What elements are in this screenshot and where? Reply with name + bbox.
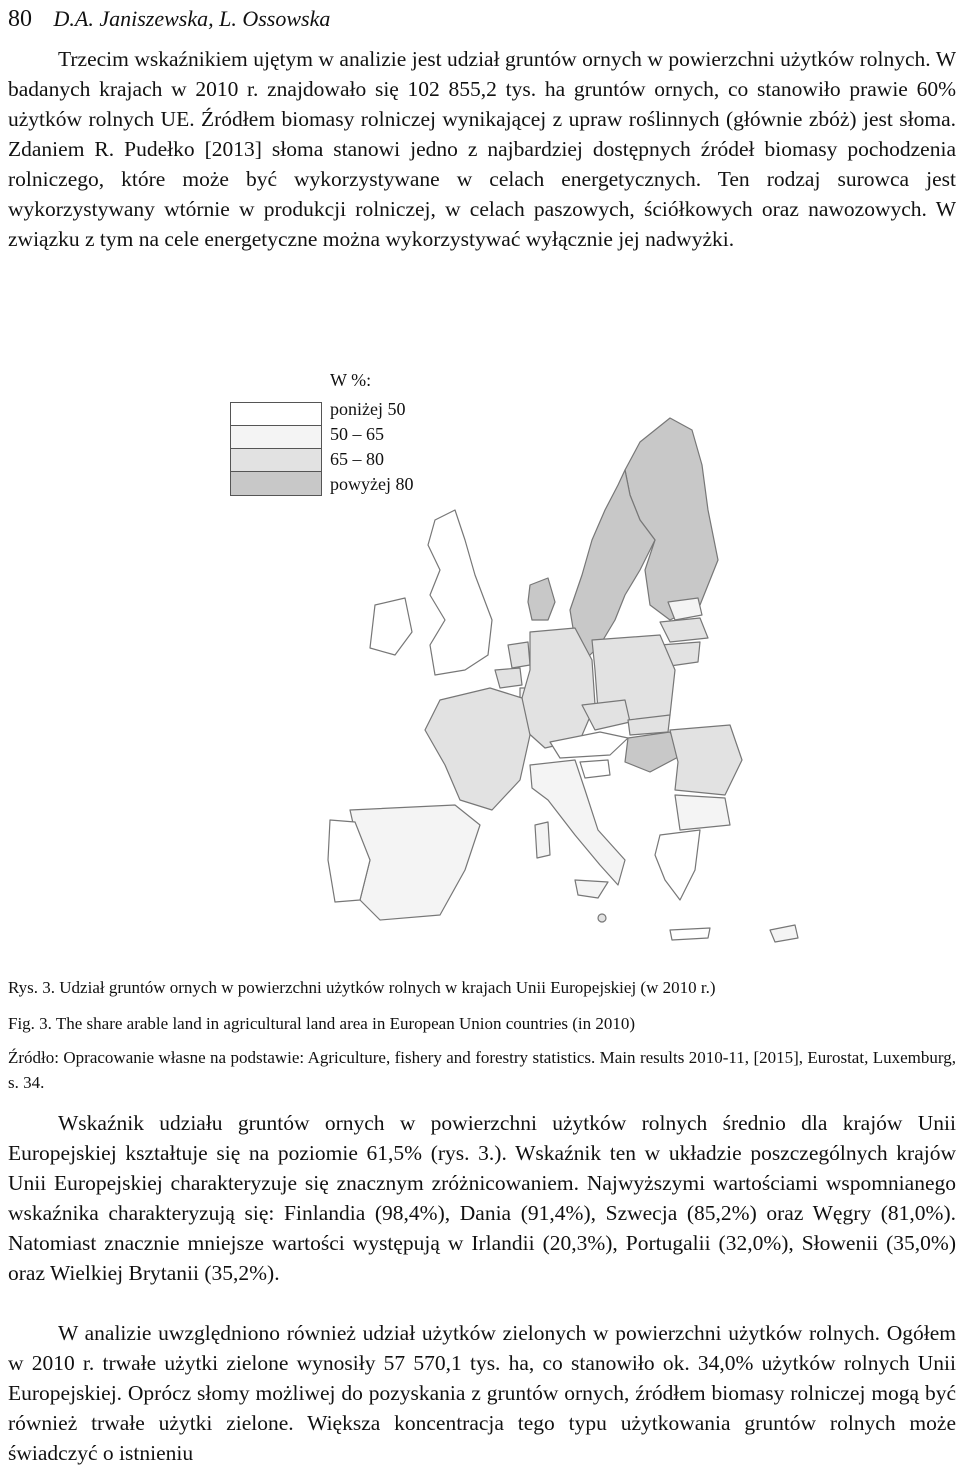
map-uk — [428, 510, 492, 675]
legend-label-2: 50 – 65 — [330, 424, 384, 444]
map-sicily — [575, 880, 608, 898]
map-bulgaria — [675, 795, 730, 830]
map-greece — [655, 830, 700, 900]
legend-label-1: poniżej 50 — [330, 399, 406, 419]
legend-swatch-4 — [230, 471, 322, 496]
map-slovenia — [580, 760, 610, 778]
legend-label-3: 65 – 80 — [330, 449, 384, 469]
legend-label-4: powyżej 80 — [330, 474, 414, 494]
map-malta — [598, 914, 606, 922]
map-ireland — [370, 598, 412, 655]
map-romania — [670, 725, 742, 795]
running-authors: D.A. Janiszewska, L. Ossowska — [53, 6, 331, 31]
map-france — [425, 688, 530, 810]
legend-swatch-1 — [230, 402, 322, 427]
legend-swatch-2 — [230, 425, 322, 450]
map-crete — [670, 928, 710, 940]
figure-source: Źródło: Opracowanie własne na podstawie: Agriculture, fishery and forestry statistics. Main results 2010-11, [2015], Eurostat, Luxemburg, s. 34. — [8, 1048, 956, 1092]
map-estonia — [668, 598, 702, 620]
map-denmark — [528, 578, 555, 620]
body-paragraph-1: Trzecim wskaźnikiem ujętym w analizie jest udział gruntów ornych w powierzchni użytków rolnych. W badanych krajach w 2010 r. znajdowało się 102 855,2 tys. ha gruntów ornych, co stanowiło prawie 60% użytków rolnych UE. Źródłem biomasy rolniczej wynikającej z upraw roślinnych (głównie zbóż) jest słoma. Zdaniem R. Pudełko [2013] słoma stanowi jedno z najbardziej dostępnych źródeł biomasy pochodzenia rolniczego, które może być wykorzystywane w celach energetycznych. Ten rodzaj surowca jest wykorzystywany wtórnie w produkcji rolniczej, w celach paszowych, ściółkowych oraz nawozowych. W związku z tym na cele energetyczne można wykorzystywać wyłącznie jej nadwyżki. — [8, 47, 956, 251]
map-sardinia — [535, 822, 550, 858]
page-number: 80 — [8, 6, 32, 32]
map-belgium — [495, 668, 522, 688]
body-paragraph-3: W analizie uwzględniono również udział użytków zielonych w powierzchni użytków rolnych. Ogółem w 2010 r. trwałe użytki zielone wynosiły 57 570,1 tys. ha, co stanowiło ok. 34,0% użytków rolnych Unii Europejskiej. Oprócz słomy możliwej do pozyskania z gruntów ornych, źródłem biomasy rolniczej mogą być również trwałe użytki zielone. Większa koncentracja tego typu użytkowania gruntów rolnych może świadczyć o istnieniu — [8, 1321, 956, 1465]
figure-caption-pl: Rys. 3. Udział gruntów ornych w powierzchni użytków rolnych w krajach Unii Europejskiej (w 2010 r.) — [8, 978, 716, 997]
map-cyprus — [770, 925, 798, 942]
map-latvia — [660, 618, 708, 642]
figure-caption-en: Fig. 3. The share arable land in agricultural land area in European Union countries (in 2010) — [8, 1014, 636, 1033]
legend-title: W %: — [330, 370, 372, 390]
map-netherlands — [508, 642, 530, 668]
running-header — [8, 6, 330, 33]
legend-swatch-3 — [230, 448, 322, 473]
body-paragraph-2: Wskaźnik udziału gruntów ornych w powierzchni użytków rolnych średnio dla krajów Unii Europejskiej kształtuje się na poziomie 61,5% (rys. 3.). Wskaźnik ten w układzie poszczególnych krajów Unii Europejskiej charakteryzuje się znacznym zróżnicowaniem. Najwyższymi wartościami wspomnianego wskaźnika charakteryzują się: Finlandia (98,4%), Dania (91,4%), Szwecja (85,2%) oraz Węgry (81,0%). Natomiast znacznie mniejsze wartości występują w Irlandii (20,3%), Portugalii (32,0%), Słowenii (35,0%) oraz Wielkiej Brytanii (35,2%). — [8, 1111, 956, 1285]
map-germany — [522, 628, 595, 748]
map-czech — [582, 700, 630, 730]
